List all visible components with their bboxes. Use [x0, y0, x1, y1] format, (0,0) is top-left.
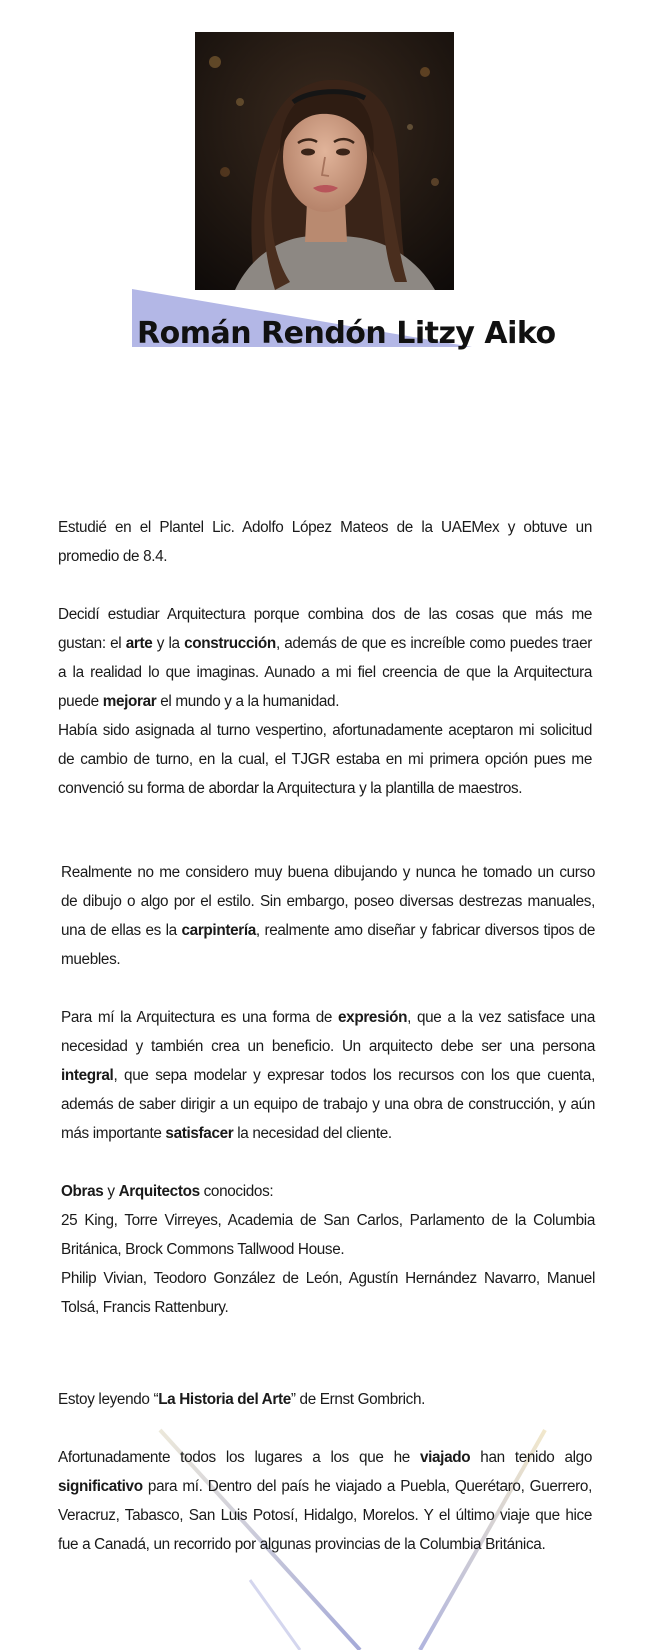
portrait-photo-icon [195, 32, 454, 290]
paragraph-known-works-heading [61, 1177, 595, 1206]
text-run: , además de que es increíble como puedes traer a la realidad lo que imaginas. Aunado a mi fiel creencia de que la Arquitectura puede [58, 635, 592, 710]
paragraph-known-works: 25 King, Torre Virreyes, Academia de San Carlos, Parlamento de la Columbia Británica, Brock Commons Tallwood House. [61, 1212, 595, 1258]
text-run: han tenido algo [470, 1449, 592, 1466]
text-run: , realmente amo diseñar y fabricar diversos tipos de muebles. [61, 922, 595, 968]
text-run: para mí. Dentro del país he viajado a Puebla, Querétaro, Guerrero, Veracruz, Tabasco, San Luis Potosí, Hidalgo, Morelos. Y el último viaje que hice fue a Canadá, un recorrido por algunas provincias de la Columbia Británica. [58, 1478, 592, 1553]
text-run: Estoy leyendo “ [58, 1391, 159, 1408]
paragraph-drawing-skills [61, 858, 595, 974]
text-run: el mundo y a la humanidad. [156, 693, 340, 710]
keyword-bold: arte [125, 635, 153, 652]
paragraph-education: Estudié en el Plantel Lic. Adolfo López Mateos de la UAEMex y obtuve un promedio de 8.4. [58, 519, 592, 565]
text-run: , que sepa modelar y expresar todos los recursos con los que cuenta, además de saber dirigir a un equipo de trabajo y una obra de construcción, y aún más importante [61, 1067, 595, 1142]
paragraph-travel [58, 1443, 592, 1559]
paragraph-reading [58, 1385, 592, 1414]
paragraph-known-architects: Philip Vivian, Teodoro González de León, Agustín Hernández Navarro, Manuel Tolsá, Francis Rattenbury. [61, 1270, 595, 1316]
text-run: la necesidad del cliente. [233, 1125, 392, 1142]
keyword-bold: mejorar [102, 693, 157, 710]
person-name-title: Román Rendón Litzy Aiko [137, 316, 556, 351]
text-run: , que a la vez satisface una necesidad y también crea un beneficio. Un arquitecto debe ser una persona [61, 1009, 595, 1055]
bio-section-3 [58, 1385, 592, 1559]
keyword-bold: significativo [58, 1478, 143, 1495]
bio-section-2 [61, 858, 595, 1322]
text-run: y [103, 1183, 119, 1200]
keyword-bold: integral [61, 1067, 114, 1084]
paragraph-architecture-definition [61, 1003, 595, 1148]
text-run: Decidí estudiar Arquitectura porque combina dos de las cosas que más me gustan: el [58, 606, 592, 652]
paragraph-shift-change: Había sido asignada al turno vespertino, afortunadamente aceptaron mi solicitud de cambio de turno, en la cual, el TJGR estaba en mi primera opción pues me convenció su forma de abordar la Arquitectura y la plantilla de maestros. [58, 722, 592, 797]
keyword-bold: satisfacer [165, 1125, 234, 1142]
profile-photo [195, 32, 454, 290]
text-run: Afortunadamente todos los lugares a los que he [58, 1449, 420, 1466]
keyword-bold: carpintería [181, 922, 256, 939]
text-run: Para mí la Arquitectura es una forma de [61, 1009, 339, 1026]
paragraph-why-architecture [58, 600, 592, 716]
text-run: Realmente no me considero muy buena dibujando y nunca he tomado un curso de dibujo o algo por el estilo. Sin embargo, poseo diversas destrezas manuales, una de ellas es la [61, 864, 595, 939]
text-run: ” de Ernst Gombrich. [290, 1391, 426, 1408]
text-run: y la [152, 635, 185, 652]
keyword-bold: expresión [338, 1009, 408, 1026]
bio-section-1 [58, 513, 592, 803]
keyword-bold: Arquitectos [118, 1183, 200, 1200]
decor-line-mid [250, 1580, 300, 1650]
keyword-bold: construcción [184, 635, 276, 652]
keyword-bold: La Historia del Arte [158, 1391, 291, 1408]
text-run: conocidos: [199, 1183, 274, 1200]
keyword-bold: Obras [61, 1183, 104, 1200]
keyword-bold: viajado [419, 1449, 471, 1466]
